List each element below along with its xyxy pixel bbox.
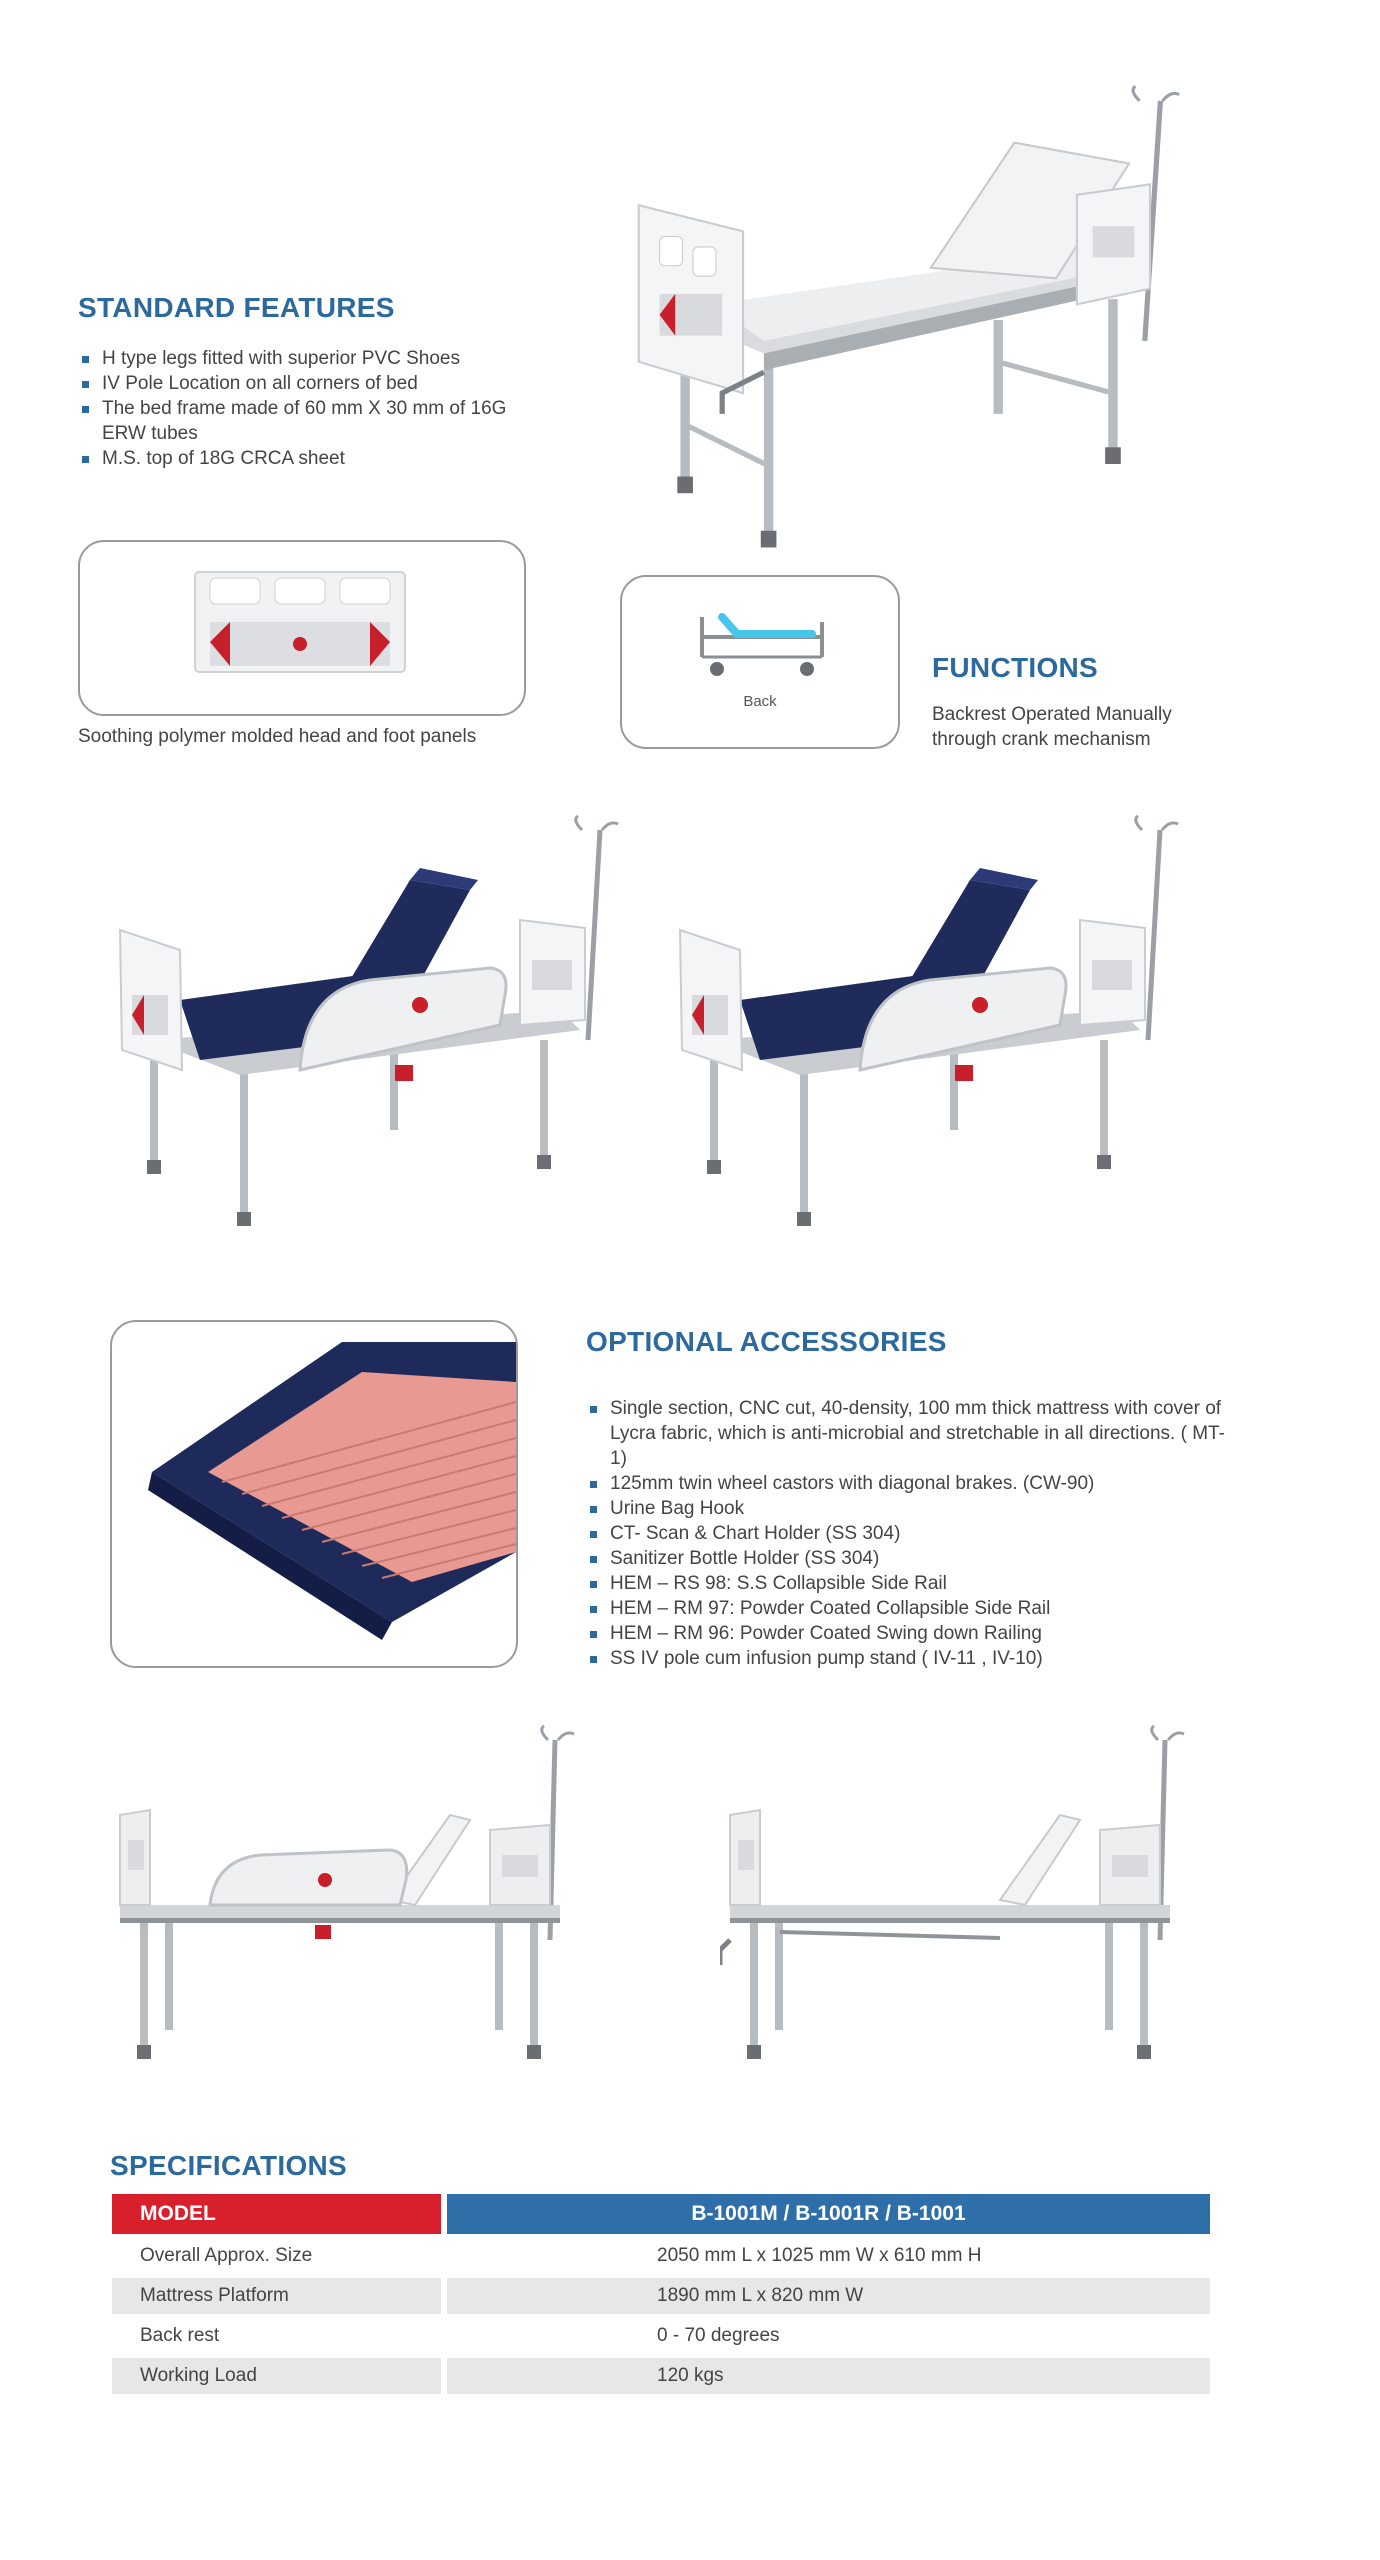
specifications-table [106,2190,1216,2398]
list-item: IV Pole Location on all corners of bed [78,371,558,396]
model-header: MODEL [112,2194,441,2234]
functions-section [932,652,1232,752]
spec-value: 1890 mm L x 820 mm W [447,2278,1210,2314]
spec-value: 120 kgs [447,2358,1210,2394]
list-item: HEM – RS 98: S.S Collapsible Side Rail [586,1571,1226,1596]
spec-value: 2050 mm L x 1025 mm W x 610 mm H [657,2245,982,2266]
functions-line-1: Backrest Operated Manually [932,704,1172,725]
bed-image-mattress-left [110,810,630,1230]
panel-image-card [78,540,526,716]
optional-accessories-list [586,1396,1226,1671]
list-item: Sanitizer Bottle Holder (SS 304) [586,1546,1226,1571]
list-item: CT- Scan & Chart Holder (SS 304) [586,1521,1226,1546]
standard-features-list [78,346,558,471]
optional-accessories-title: OPTIONAL ACCESSORIES [586,1326,947,1357]
standard-features-title: STANDARD FEATURES [78,292,395,323]
back-function-card [620,575,900,749]
table-row [112,2278,1210,2314]
table-row [112,2358,1210,2394]
table-row [112,2318,1210,2354]
list-item: M.S. top of 18G CRCA sheet [78,446,558,471]
bed-image-main [610,80,1210,560]
mattress-illustration [112,1322,516,1666]
list-item: SS IV pole cum infusion pump stand ( IV-11 , IV-10) [586,1646,1226,1671]
list-item: H type legs fitted with superior PVC Shoes [78,346,558,371]
functions-line-2: through crank mechanism [932,729,1151,750]
list-item: Single section, CNC cut, 40-density, 100 mm thick mattress with cover of Lycra fabric, which is anti-microbial and stretchable in all directions. ( MT-1) [586,1396,1226,1471]
mattress-image-card [110,1320,518,1668]
model-value-header: B-1001M / B-1001R / B-1001 [447,2194,1210,2234]
head-panel-illustration [80,542,528,718]
list-item: Urine Bag Hook [586,1496,1226,1521]
bed-image-side-rail [110,1720,580,2070]
specifications-title: SPECIFICATIONS [110,2150,348,2181]
bed-image-mattress-right [640,810,1220,1230]
list-item: The bed frame made of 60 mm X 30 mm of 16G ERW tubes [78,396,522,446]
functions-title: FUNCTIONS [932,652,1099,683]
backrest-icon [622,577,902,697]
standard-features-section [78,292,558,471]
back-label: Back [743,693,777,710]
spec-value: 0 - 70 degrees [657,2325,780,2346]
panel-caption: Soothing polymer molded head and foot panels [78,726,477,747]
spec-label: Working Load [112,2358,441,2394]
spec-label: Back rest [140,2325,220,2346]
list-item: 125mm twin wheel castors with diagonal brakes. (CW-90) [586,1471,1226,1496]
table-row [112,2238,1210,2274]
table-header-row [112,2194,1210,2234]
functions-text [932,702,1232,752]
list-item: HEM – RM 97: Powder Coated Collapsible Side Rail [586,1596,1226,1621]
spec-label: Mattress Platform [112,2278,441,2314]
bed-image-side-flat [720,1720,1190,2070]
spec-label: Overall Approx. Size [140,2245,313,2266]
optional-accessories-section [586,1326,1226,1671]
specifications-section [106,2150,1216,2398]
list-item: HEM – RM 96: Powder Coated Swing down Railing [586,1621,1226,1646]
